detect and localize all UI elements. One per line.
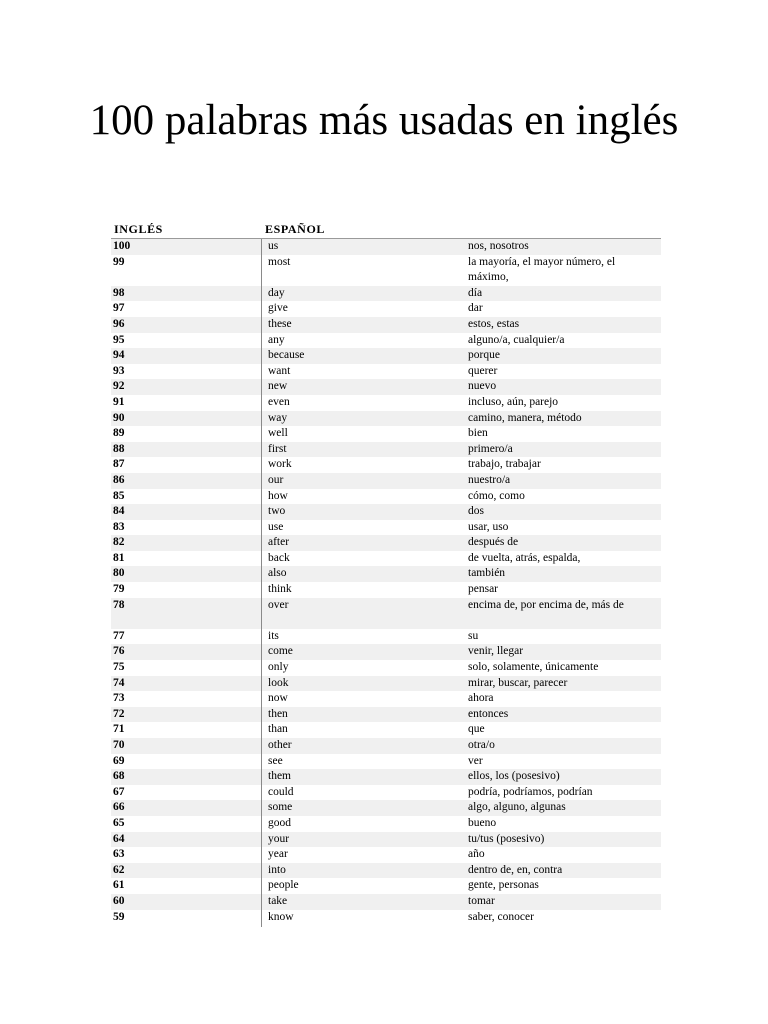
word-rank: 86 <box>113 473 125 486</box>
spanish-translation: trabajo, trabajar <box>468 458 541 471</box>
spanish-translation: saber, conocer <box>468 910 534 923</box>
table-row <box>111 722 661 738</box>
word-rank: 61 <box>113 879 125 892</box>
word-rank: 69 <box>113 754 125 767</box>
table-row <box>111 395 661 411</box>
english-word: use <box>268 520 284 533</box>
word-rank: 65 <box>113 816 125 829</box>
english-word: day <box>268 286 285 299</box>
table-row <box>111 535 661 551</box>
word-rank: 88 <box>113 442 125 455</box>
spanish-translation: entonces <box>468 707 509 720</box>
english-word: some <box>268 801 293 814</box>
table-row <box>111 442 661 458</box>
spanish-translation: bueno <box>468 816 497 829</box>
word-rank: 92 <box>113 380 125 393</box>
english-word: now <box>268 692 288 705</box>
english-word: after <box>268 536 290 549</box>
table-row <box>111 364 661 380</box>
spanish-translation: estos, estas <box>468 317 520 330</box>
page-title: 100 palabras más usadas en inglés <box>89 97 679 144</box>
table-row <box>111 411 661 427</box>
spanish-translation: dar <box>468 302 483 315</box>
table-row <box>111 333 661 349</box>
english-word: look <box>268 676 289 689</box>
table-row <box>111 489 661 505</box>
spanish-translation: gente, personas <box>468 879 539 892</box>
word-rank: 97 <box>113 302 125 315</box>
table-row <box>111 301 661 317</box>
english-word: only <box>268 661 289 674</box>
word-rank: 100 <box>113 240 131 252</box>
table-row <box>111 754 661 770</box>
english-word: two <box>268 505 286 518</box>
table-row <box>111 473 661 489</box>
word-rank: 62 <box>113 863 125 876</box>
spanish-translation: de vuelta, atrás, espalda, <box>468 551 581 564</box>
word-rank: 63 <box>113 848 125 861</box>
spanish-translation: nos, nosotros <box>468 240 529 252</box>
english-word: back <box>268 551 290 564</box>
header-ingles: INGLÉS <box>114 222 163 236</box>
spanish-translation: alguno/a, cualquier/a <box>468 333 565 346</box>
word-rank: 79 <box>113 583 125 596</box>
english-word: good <box>268 816 291 829</box>
spanish-translation: ver <box>468 754 483 767</box>
table-row <box>111 785 661 801</box>
word-rank: 84 <box>113 505 125 518</box>
table-row <box>111 426 661 442</box>
spanish-translation: incluso, aún, parejo <box>468 395 559 408</box>
english-word: first <box>268 442 287 455</box>
table-row <box>111 800 661 816</box>
spanish-translation: cómo, como <box>468 489 525 502</box>
table-row <box>111 847 661 863</box>
word-rank: 67 <box>113 785 125 798</box>
english-word: work <box>268 458 292 471</box>
spanish-translation: tu/tus (posesivo) <box>468 832 545 845</box>
english-word: well <box>268 427 288 440</box>
spanish-translation: que <box>468 723 485 736</box>
spanish-translation: ellos, los (posesivo) <box>468 770 560 783</box>
table-row <box>111 582 661 598</box>
word-rank: 64 <box>113 832 125 845</box>
spanish-translation: nuevo <box>468 380 497 393</box>
spanish-translation: día <box>468 286 483 299</box>
spanish-translation: camino, manera, método <box>468 411 582 424</box>
english-word: into <box>268 863 286 876</box>
table-row <box>111 644 661 660</box>
table-row <box>111 878 661 894</box>
english-word: then <box>268 707 288 720</box>
spanish-translation: pensar <box>468 583 499 596</box>
english-word: these <box>268 317 292 330</box>
english-word: take <box>268 894 288 907</box>
english-word: want <box>268 364 291 377</box>
english-word: way <box>268 411 288 424</box>
spanish-translation: año <box>468 848 485 861</box>
spanish-translation: dentro de, en, contra <box>468 863 563 876</box>
spanish-translation: su <box>468 629 479 642</box>
header-espanol: ESPAÑOL <box>265 222 325 236</box>
word-rank: 68 <box>113 770 125 783</box>
english-word: your <box>268 832 290 845</box>
table-row <box>111 348 661 364</box>
english-word: know <box>268 910 294 923</box>
table-header <box>111 220 661 238</box>
english-word: its <box>268 629 279 642</box>
word-rank: 99 <box>113 255 125 268</box>
table-row <box>111 676 661 692</box>
spanish-translation: algo, alguno, algunas <box>468 801 566 814</box>
spanish-translation: venir, llegar <box>468 645 524 658</box>
word-rank: 89 <box>113 427 125 440</box>
spanish-translation: la mayoría, el mayor número, el máximo, <box>468 255 616 284</box>
table-row <box>111 255 661 286</box>
english-word: other <box>268 739 292 751</box>
word-rank: 75 <box>113 661 125 674</box>
word-rank: 73 <box>113 692 125 705</box>
table-row <box>111 629 661 645</box>
english-word: new <box>268 380 288 393</box>
column-divider <box>261 239 262 927</box>
word-rank: 98 <box>113 286 125 299</box>
english-word: also <box>268 567 287 580</box>
english-word: most <box>268 255 291 268</box>
table-row <box>111 894 661 910</box>
word-rank: 74 <box>113 676 125 689</box>
word-rank: 85 <box>113 489 125 502</box>
word-rank: 87 <box>113 458 125 471</box>
word-rank: 94 <box>113 349 125 362</box>
word-rank: 81 <box>113 551 125 564</box>
table-row <box>111 832 661 848</box>
english-word: could <box>268 785 294 798</box>
table-row <box>111 504 661 520</box>
english-word: give <box>268 302 288 315</box>
spanish-translation: podría, podríamos, podrían <box>468 785 593 798</box>
word-rank: 83 <box>113 520 125 533</box>
word-rank: 72 <box>113 707 125 720</box>
spanish-translation: después de <box>468 536 519 549</box>
table-row <box>111 457 661 473</box>
table-row <box>111 738 661 754</box>
spanish-translation: bien <box>468 427 488 440</box>
spanish-translation: ahora <box>468 692 494 705</box>
spanish-translation: nuestro/a <box>468 473 511 486</box>
english-word: think <box>268 583 292 596</box>
table-row <box>111 317 661 333</box>
english-word: how <box>268 489 288 502</box>
table-row <box>111 910 661 926</box>
table-row <box>111 660 661 676</box>
word-rank: 78 <box>113 598 125 611</box>
english-word: over <box>268 598 289 611</box>
word-rank: 95 <box>113 333 125 346</box>
word-table <box>111 239 661 925</box>
word-rank: 96 <box>113 317 125 330</box>
table-row <box>111 239 661 255</box>
word-rank: 70 <box>113 739 125 751</box>
word-rank: 93 <box>113 364 125 377</box>
english-word: than <box>268 723 288 736</box>
spanish-translation: querer <box>468 364 498 377</box>
table-row <box>111 520 661 536</box>
spanish-translation: tomar <box>468 894 495 907</box>
spanish-translation: porque <box>468 349 500 362</box>
table-row <box>111 598 661 629</box>
table-row <box>111 379 661 395</box>
word-rank: 80 <box>113 567 125 580</box>
table-row <box>111 566 661 582</box>
english-word: any <box>268 333 285 346</box>
spanish-translation: encima de, por encima de, más de <box>468 598 624 611</box>
table-row <box>111 769 661 785</box>
english-word: come <box>268 645 293 658</box>
table-row <box>111 691 661 707</box>
english-word: them <box>268 770 291 783</box>
table-row <box>111 816 661 832</box>
table-row <box>111 286 661 302</box>
word-rank: 77 <box>113 629 125 642</box>
english-word: see <box>268 754 283 767</box>
spanish-translation: usar, uso <box>468 520 509 533</box>
spanish-translation: otra/o <box>468 739 495 751</box>
word-rank: 59 <box>113 910 125 923</box>
spanish-translation: primero/a <box>468 442 513 455</box>
spanish-translation: solo, solamente, únicamente <box>468 661 599 674</box>
spanish-translation: dos <box>468 505 484 518</box>
word-rank: 66 <box>113 801 125 814</box>
english-word: year <box>268 848 288 861</box>
english-word: our <box>268 473 284 486</box>
word-rank: 90 <box>113 411 125 424</box>
spanish-translation: mirar, buscar, parecer <box>468 676 568 689</box>
word-rank: 82 <box>113 536 125 549</box>
english-word: even <box>268 395 290 408</box>
spanish-translation: también <box>468 567 506 580</box>
english-word: because <box>268 349 305 362</box>
word-rank: 91 <box>113 395 125 408</box>
word-rank: 71 <box>113 723 125 736</box>
english-word: us <box>268 240 279 252</box>
english-word: people <box>268 879 299 892</box>
table-row <box>111 551 661 567</box>
table-row <box>111 707 661 723</box>
word-rank: 76 <box>113 645 125 658</box>
table-row <box>111 863 661 879</box>
word-rank: 60 <box>113 894 125 907</box>
